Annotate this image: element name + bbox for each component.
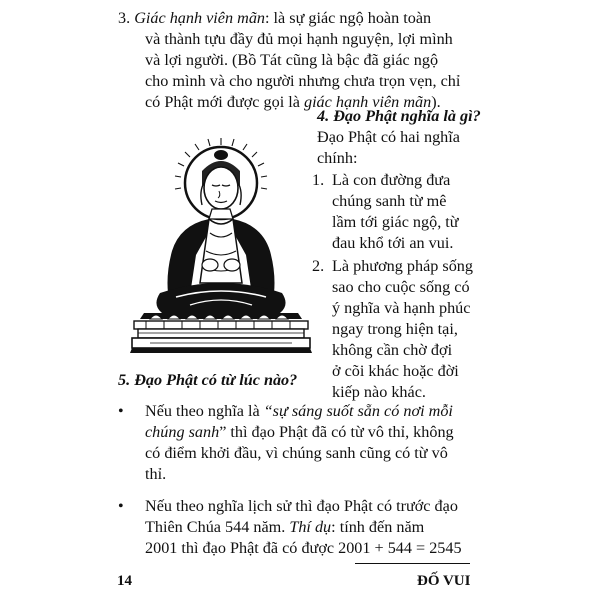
section4-item1-line: Là con đường đưa	[332, 171, 451, 189]
section5-bullet1-line4: thỉ.	[145, 465, 167, 483]
page-number: 14	[117, 573, 132, 589]
section3-line2: và thành tựu đầy đủ mọi hạnh nguyện, lợi mình	[145, 30, 453, 48]
section5-bullet2-line3: 2001 thì đạo Phật đã có được 2001 + 544 = 2545	[145, 539, 462, 557]
running-title: ĐỐ VUI	[417, 573, 471, 589]
section4-heading: 4. Đạo Phật nghĩa là gì?	[317, 107, 481, 125]
section4-item1-line: chúng sanh từ mê	[332, 192, 447, 210]
section3-line5: có Phật mới được gọi là giác hạnh viên mãn).	[145, 93, 441, 111]
section4-item2-line: ngay trong hiện tại,	[332, 320, 458, 338]
section4-item2-line: Là phương pháp sống	[332, 257, 473, 275]
section3-term: Giác hạnh viên mãn	[134, 9, 266, 27]
section4-item1-number: 1.	[312, 171, 325, 189]
section4-item2-line: ở cõi khác hoặc đời	[332, 362, 459, 380]
section4-item2-line: không cần chờ đợi	[332, 341, 453, 359]
section4-intro-line2: chính:	[317, 149, 358, 167]
section4-item1-line: lầm tới giác ngộ, từ	[332, 213, 459, 231]
section5-bullet1-line3: có điểm khởi đầu, vì chúng sanh cũng có từ vô	[145, 444, 448, 462]
section4-item2-number: 2.	[312, 257, 325, 275]
section4-intro-line1: Đạo Phật có hai nghĩa	[317, 128, 460, 146]
buddha-illustration	[130, 133, 312, 361]
section4-item2-line: ý nghĩa và hạnh phúc	[332, 299, 471, 317]
bullet-marker: •	[118, 403, 124, 420]
section4-item2-line: sao cho cuộc sống có	[332, 278, 470, 296]
section4-item1-line: đau khổ tới an vui.	[332, 234, 454, 252]
section5-bullet1-line2: chúng sanh” thì đạo Phật đã có từ vô thỉ, không	[145, 423, 454, 441]
section3-line3: và lợi người. (Bồ Tát cũng là bậc đã giác ngộ	[145, 51, 439, 69]
section4-item2-line: kiếp nào khác.	[332, 383, 426, 401]
section5-bullet1-line1: Nếu theo nghĩa là “sự sáng suốt sẵn có nơi mỗi	[145, 402, 453, 420]
section5-heading: 5. Đạo Phật có từ lúc nào?	[118, 371, 298, 389]
section3-line4: cho mình và cho người nhưng chưa trọn vẹn, chỉ	[145, 72, 461, 90]
footer-rule	[355, 563, 470, 564]
section5-bullet2-line1: Nếu theo nghĩa lịch sử thì đạo Phật có trước đạo	[145, 497, 458, 515]
section3-line1: 3. Giác hạnh viên mãn: là sự giác ngộ hoàn toàn	[118, 9, 432, 27]
bullet-marker: •	[118, 498, 124, 515]
section5-bullet2-line2: Thiên Chúa 544 năm. Thí dụ: tính đến năm	[145, 518, 425, 536]
